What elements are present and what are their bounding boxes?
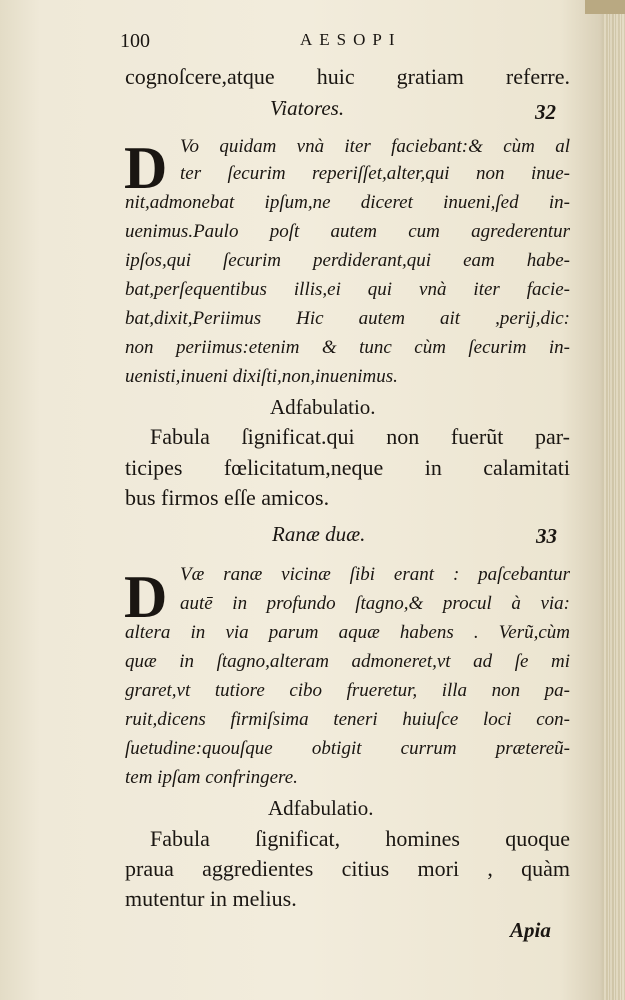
fable-text-line: autē in profundo ſtagno,& procul à via: (180, 593, 570, 614)
moral-text-line: Fabula ſignificat.qui non fuerũt par- (150, 424, 570, 449)
drop-capital: D (124, 135, 168, 201)
moral-text-line: Fabula ſignificat, homines quoque (150, 826, 570, 851)
fable-text-line: non periimus:etenim & tunc cùm ſecurim in- (125, 337, 570, 358)
page-edge-corner (585, 0, 625, 14)
fable-text-line: bat,perſequentibus illis,ei qui vnà iter facie- (125, 279, 570, 300)
fable-text-line: ter ſecurim reperiſſet,alter,qui non inue- (180, 163, 570, 184)
fable-text-line: uenisti,inueni dixiſti,non,inuenimus. (125, 366, 398, 387)
fable-text-line: ſuetudine:quouſque obtigit currum prætereũ- (125, 738, 570, 759)
moral-text-line: mutentur in melius. (125, 886, 297, 911)
fable-text-line: tem ipſam confringere. (125, 767, 298, 788)
page-edge (603, 0, 625, 1000)
fable-text-line: ruit,dicens firmiſsima teneri huiuſce loci con- (125, 709, 570, 730)
fable-number: 32 (535, 100, 556, 124)
moral-text-line: bus firmos eſſe amicos. (125, 485, 330, 510)
moral-heading: Adfabulatio. (270, 395, 376, 419)
fable-text-line: graret,vt tutiore cibo frueretur, illa non pa- (125, 680, 570, 701)
moral-text-line: ticipes fœlicitatum,neque in calamitati (125, 455, 570, 480)
fable-text-line: bat,dixit,Periimus Hic autem ait ,perij,dic: (125, 308, 570, 329)
fable-text-line: uenimus.Paulo poſt autem cum agrederentur (125, 221, 570, 242)
catchword: Apia (510, 918, 551, 942)
fable-text-line: quæ in ſtagno,alteram admoneret,vt ad ſe mi (125, 651, 570, 672)
carryover-line: cognoſcere,atque huic gratiam referre. (125, 64, 570, 89)
running-title: AESOPI (300, 30, 402, 49)
fable-text-line: nit,admonebat ipſum,ne diceret inueni,ſed in- (125, 192, 570, 213)
drop-capital: D (124, 564, 168, 630)
fable-text-line: Vo quidam vnà iter faciebant:& cùm al (180, 136, 570, 157)
fable-text-line: altera in via parum aquæ habens . Verũ,cùm (125, 622, 570, 643)
fable-title: Ranæ duæ. (272, 522, 366, 546)
fable-title: Viatores. (270, 96, 345, 120)
fable-text-line: Væ ranæ vicinæ ſibi erant : paſcebantur (180, 564, 570, 585)
moral-heading: Adfabulatio. (268, 796, 374, 820)
fable-text-line: ipſos,qui ſecurim perdiderant,qui eam habe- (125, 250, 570, 271)
page-number: 100 (120, 30, 150, 52)
fable-number: 33 (536, 524, 557, 548)
moral-text-line: praua aggredientes citius mori , quàm (125, 856, 570, 881)
